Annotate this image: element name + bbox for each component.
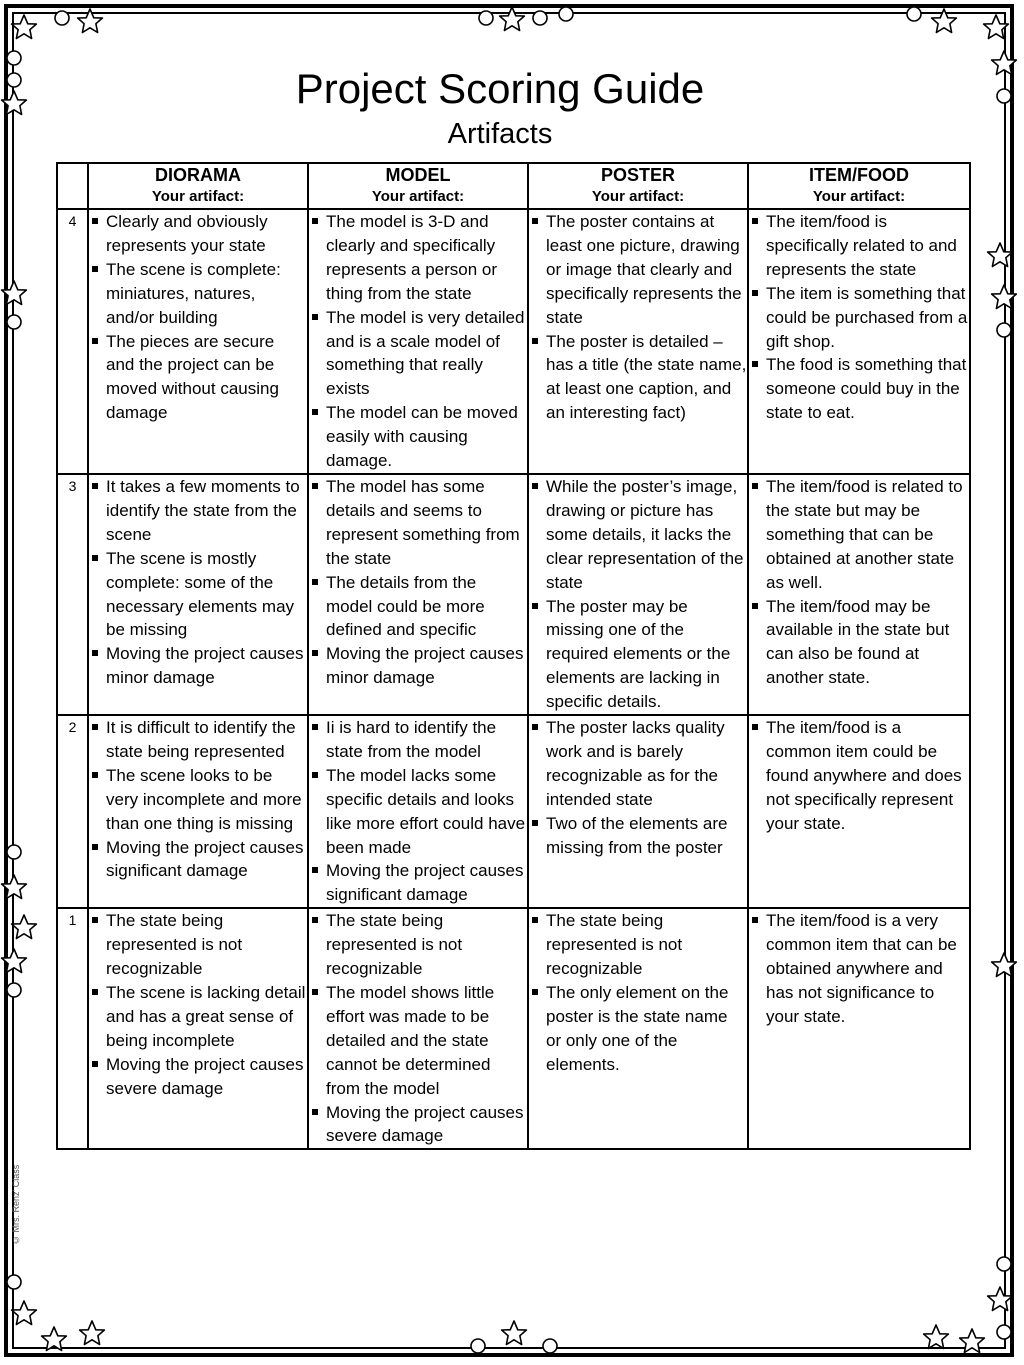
criteria-list (529, 210, 747, 425)
criteria-item: The details from the model could be more defined and specific (309, 571, 527, 643)
criteria-item: The poster may be missing one of the required elements or the elements are lacking in specific details. (529, 595, 747, 715)
score-row-2 (57, 715, 970, 908)
criteria-cell (308, 715, 528, 908)
score-row-3 (57, 474, 970, 715)
criteria-item: Ii is hard to identify the state from the model (309, 716, 527, 764)
criteria-item: Moving the project causes significant damage (309, 859, 527, 907)
score-value: 1 (57, 908, 88, 1149)
criteria-item: Moving the project causes minor damage (309, 642, 527, 690)
score-row-4 (57, 209, 970, 474)
criteria-cell (748, 908, 970, 1149)
criteria-item: The model lacks some specific details and looks like more effort could have been made (309, 764, 527, 860)
criteria-cell (88, 908, 308, 1149)
criteria-item: The scene is lacking detail and has a great sense of being incomplete (89, 981, 307, 1053)
criteria-cell (748, 715, 970, 908)
criteria-item: The only element on the poster is the state name or only one of the elements. (529, 981, 747, 1077)
criteria-cell (528, 209, 748, 474)
criteria-cell (308, 908, 528, 1149)
scoring-rubric-table (56, 162, 971, 1150)
criteria-item: Moving the project causes severe damage (309, 1101, 527, 1149)
criteria-cell (308, 209, 528, 474)
column-title: ITEM/FOOD (809, 165, 909, 185)
criteria-cell (88, 474, 308, 715)
criteria-item: The model can be moved easily with causing damage. (309, 401, 527, 473)
criteria-item: The state being represented is not recognizable (529, 909, 747, 981)
criteria-list (529, 475, 747, 714)
criteria-item: Moving the project causes minor damage (89, 642, 307, 690)
score-column-header (57, 163, 88, 209)
criteria-item: The model has some details and seems to represent something from the state (309, 475, 527, 571)
criteria-item: The pieces are secure and the project can be moved without causing damage (89, 330, 307, 426)
criteria-cell (748, 209, 970, 474)
criteria-item: Moving the project causes severe damage (89, 1053, 307, 1101)
criteria-item: The poster contains at least one picture, drawing or image that clearly and specifically represents the state (529, 210, 747, 330)
criteria-item: The item/food is a very common item that can be obtained anywhere and has not significance to your state. (749, 909, 969, 1029)
criteria-item: The item/food may be available in the state but can also be found at another state. (749, 595, 969, 691)
criteria-cell (308, 474, 528, 715)
rubric-body (57, 209, 970, 1149)
criteria-item: The model is very detailed and is a scale model of something that really exists (309, 306, 527, 402)
criteria-item: The poster is detailed – has a title (the state name, at least one caption, and an interesting fact) (529, 330, 747, 426)
score-value: 4 (57, 209, 88, 474)
criteria-list (89, 909, 307, 1100)
page-subtitle: Artifacts (447, 118, 553, 150)
column-subtitle: Your artifact: (151, 188, 245, 205)
criteria-list (749, 909, 969, 1029)
score-row-1 (57, 908, 970, 1149)
column-title: DIORAMA (155, 165, 241, 185)
column-header-poster (528, 163, 748, 209)
criteria-cell (528, 715, 748, 908)
page-title: Project Scoring Guide (295, 65, 705, 112)
criteria-cell (528, 474, 748, 715)
criteria-item: The item/food is related to the state but may be something that can be obtained at another state as well. (749, 475, 969, 595)
criteria-item: The scene is complete: miniatures, natures, and/or building (89, 258, 307, 330)
criteria-cell (88, 715, 308, 908)
criteria-cell (528, 908, 748, 1149)
criteria-list (749, 716, 969, 836)
criteria-item: The item is something that could be purchased from a gift shop. (749, 282, 969, 354)
criteria-cell (748, 474, 970, 715)
criteria-list (749, 475, 969, 690)
header-row (57, 163, 970, 209)
criteria-item: The scene is mostly complete: some of the necessary elements may be missing (89, 547, 307, 643)
criteria-item: The model is 3-D and clearly and specifically represents a person or thing from the state (309, 210, 527, 306)
criteria-list (89, 475, 307, 690)
criteria-item: The item/food is specifically related to and represents the state (749, 210, 969, 282)
criteria-list (89, 716, 307, 883)
criteria-list (529, 909, 747, 1076)
criteria-item: The state being represented is not recognizable (309, 909, 527, 981)
column-subtitle: Your artifact: (591, 188, 685, 205)
criteria-item: It is difficult to identify the state being represented (89, 716, 307, 764)
criteria-item: The food is something that someone could buy in the state to eat. (749, 353, 969, 425)
score-value: 2 (57, 715, 88, 908)
criteria-list (749, 210, 969, 425)
criteria-item: The scene looks to be very incomplete and more than one thing is missing (89, 764, 307, 836)
column-title: POSTER (600, 165, 675, 185)
criteria-list (309, 716, 527, 907)
criteria-list (89, 210, 307, 425)
column-subtitle: Your artifact: (371, 188, 465, 205)
column-header-model (308, 163, 528, 209)
criteria-item: Moving the project causes significant damage (89, 836, 307, 884)
criteria-list (309, 909, 527, 1148)
column-subtitle: Your artifact: (812, 188, 906, 205)
criteria-list (309, 210, 527, 473)
criteria-list (529, 716, 747, 859)
criteria-item: It takes a few moments to identify the state from the scene (89, 475, 307, 547)
criteria-cell (88, 209, 308, 474)
column-header-diorama (88, 163, 308, 209)
criteria-item: While the poster’s image, drawing or picture has some details, it lacks the clear representation of the state (529, 475, 747, 595)
criteria-item: The model shows little effort was made to be detailed and the state cannot be determined from the model (309, 981, 527, 1101)
criteria-item: The state being represented is not recognizable (89, 909, 307, 981)
criteria-item: Two of the elements are missing from the poster (529, 812, 747, 860)
copyright-credit: © Mrs. Renz' Class (11, 1164, 21, 1246)
column-header-item-food (748, 163, 970, 209)
column-title: MODEL (385, 165, 451, 185)
criteria-item: The item/food is a common item could be found anywhere and does not specifically represent your state. (749, 716, 969, 836)
criteria-item: Clearly and obviously represents your state (89, 210, 307, 258)
criteria-item: The poster lacks quality work and is barely recognizable as for the intended state (529, 716, 747, 812)
criteria-list (309, 475, 527, 690)
score-value: 3 (57, 474, 88, 715)
